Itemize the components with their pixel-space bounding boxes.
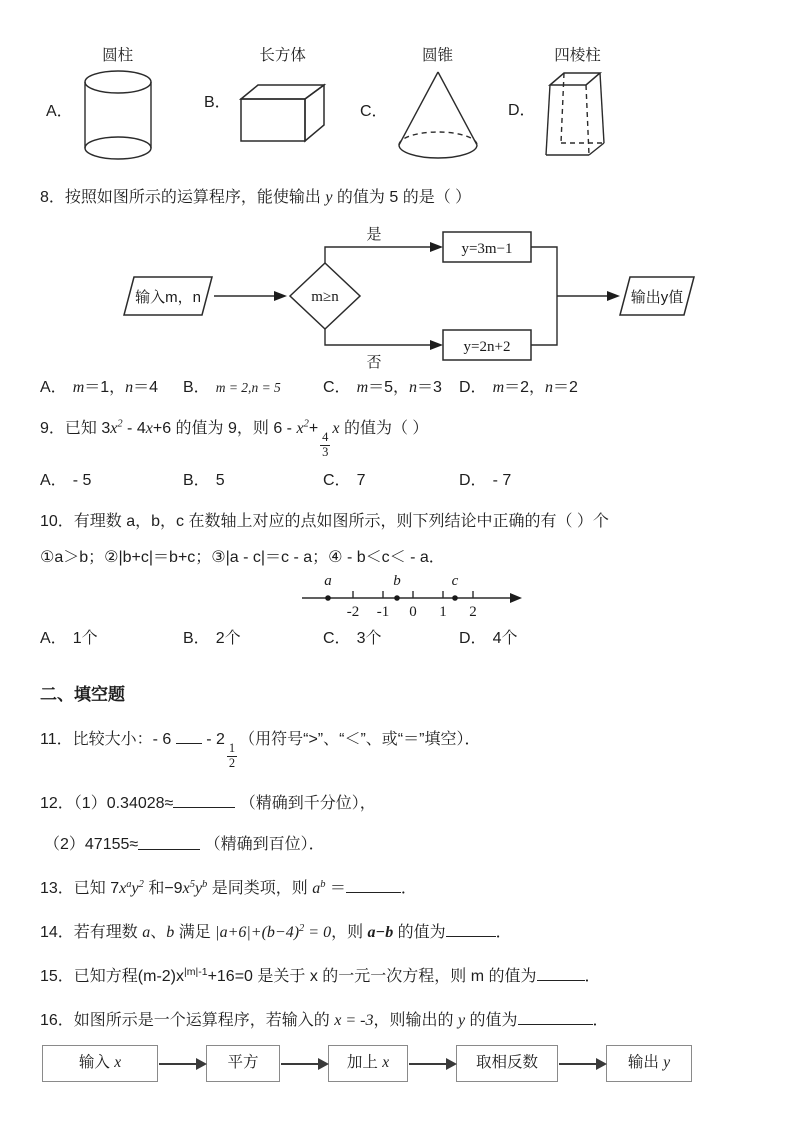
option-letter: A． <box>46 102 73 120</box>
question-8-stem <box>40 187 753 209</box>
q8-option-d <box>459 377 753 399</box>
q12-text4: （精确到百位）． <box>204 836 325 854</box>
option-text: - 5 <box>72 471 92 489</box>
q13-exponent: 2 <box>138 879 144 891</box>
q11-text2: - 2 <box>201 731 225 749</box>
option-letter: A． <box>40 630 67 648</box>
question-13 <box>40 878 753 900</box>
option-var: n <box>251 379 259 395</box>
cylinder-figure <box>81 46 155 163</box>
q10-options-row <box>40 628 753 650</box>
flow-box-label: 加上 <box>346 1054 378 1072</box>
flow-box-square <box>206 1045 280 1082</box>
option-text: ＝3 <box>417 378 442 396</box>
point-a-label: a <box>324 573 332 590</box>
arrow-right-icon <box>409 1063 455 1065</box>
option-letter: B． <box>204 93 231 111</box>
q9-option-d <box>459 470 753 492</box>
option-text: ＝5， <box>368 378 410 396</box>
option-letter: D． <box>459 630 487 648</box>
fraction-denominator: 2 <box>228 755 236 770</box>
cone-icon <box>396 69 480 163</box>
q9-var: x <box>145 420 153 438</box>
option-letter: C． <box>323 471 351 489</box>
q15-exponent: |m|-1 <box>184 965 208 978</box>
q8-option-c <box>323 377 459 399</box>
option-letter: B． <box>183 471 210 489</box>
q13-var: x <box>182 880 190 898</box>
arrow-right-icon <box>159 1063 205 1065</box>
option-text: 7 <box>356 471 366 489</box>
q14-exponent: 2 <box>299 922 305 934</box>
tick-label: -2 <box>346 604 360 621</box>
q7-option-d <box>508 46 628 161</box>
option-text: ＝4 <box>133 378 159 396</box>
q8-option-a <box>40 377 183 399</box>
question-9-stem <box>40 418 753 460</box>
q15-text3: ． <box>584 967 601 985</box>
fraction-4-3 <box>320 431 330 460</box>
q13-exponent: 5 <box>189 879 195 891</box>
q7-option-a <box>46 46 196 163</box>
flow-box-output <box>606 1045 692 1082</box>
fraction-numerator: 1 <box>228 741 236 756</box>
q11-text: 11．比较大小：- 6 <box>40 731 172 749</box>
point-a-dot <box>325 596 331 602</box>
answer-blank <box>346 878 401 893</box>
flow-box-var: x <box>382 1054 390 1072</box>
flow-box-label: 平方 <box>227 1054 259 1072</box>
point-c-label: c <box>451 573 459 590</box>
q9-text: 的值为（ ） <box>339 420 429 438</box>
q14-expression: |a+6|+(b−4) <box>215 924 300 942</box>
flow-condition-label: m≥n <box>311 288 339 305</box>
q8-option-b <box>183 377 323 399</box>
option-letter: B． <box>183 630 210 648</box>
q14-text4: ，则 <box>331 924 368 942</box>
q11-text3: （用符号“>”、“＜”、或“＝”填空）． <box>239 731 481 749</box>
q14-text5: 的值为 <box>393 924 446 942</box>
option-text: 4个 <box>492 630 518 648</box>
number-line <box>298 572 530 620</box>
option-text: ＝2 <box>553 378 578 396</box>
q8-stem-text: 8．按照如图所示的运算程序，能使输出 <box>40 188 326 206</box>
figure-label: 四棱柱 <box>554 47 601 64</box>
q16-flowchart <box>42 1045 753 1082</box>
flow-output-label: 输出y值 <box>630 288 684 306</box>
option-text: 3个 <box>356 630 382 648</box>
figure-label: 圆锥 <box>422 47 454 64</box>
q10-option-d <box>459 628 753 650</box>
q8-flowchart <box>112 219 702 371</box>
q14-text: 14．若有理数 <box>40 924 143 942</box>
q8-options-row <box>40 377 753 399</box>
option-var: m <box>492 378 505 396</box>
fraction-1-2 <box>227 742 237 771</box>
option-text: 1个 <box>72 630 98 648</box>
point-c-dot <box>452 596 458 602</box>
tick-label: 1 <box>439 604 447 621</box>
q13-var: x <box>119 880 127 898</box>
q14-bold-expression: a−b <box>367 924 394 942</box>
flow-yes-formula: y=3m−1 <box>461 240 513 257</box>
q9-var: x <box>332 420 340 438</box>
flow-box-label: 输出 <box>627 1054 659 1072</box>
flow-box-add-x <box>328 1045 408 1082</box>
tick-label: -1 <box>376 604 390 621</box>
cylinder-icon <box>81 69 155 163</box>
q10-line2: ①a＞b；②|b+c|＝b+c；③|a - c|＝c - a；④ - b＜c＜ - a． <box>40 548 445 566</box>
q13-exponent: a <box>126 879 132 891</box>
q9-option-c <box>323 470 459 492</box>
option-var: n <box>409 378 418 396</box>
q16-text: 16．如图所示是一个运算程序，若输入的 <box>40 1011 335 1029</box>
q14-text2: 、 <box>150 924 167 942</box>
point-b-label: b <box>393 573 401 590</box>
q10-option-b <box>183 628 323 650</box>
q9-options-row <box>40 470 753 492</box>
q14-text6: ． <box>495 924 512 942</box>
q15-text2: +16=0 是关于 x 的一元一次方程，则 m 的值为 <box>207 967 537 985</box>
option-text: ＝2， <box>504 378 546 396</box>
option-var: m <box>72 378 85 396</box>
q12-text2: （精确到千分位）， <box>239 794 376 812</box>
question-10-stem <box>40 511 753 533</box>
answer-blank <box>518 1010 593 1025</box>
option-letter: D． <box>459 378 487 396</box>
section-2-title: 二、填空题 <box>40 684 125 704</box>
q9-option-a <box>40 470 183 492</box>
q10-option-c <box>323 628 459 650</box>
q13-text3: 是同类项，则 <box>207 880 313 898</box>
option-letter: A． <box>40 378 67 396</box>
q7-option-b <box>204 46 354 145</box>
q13-text5: ． <box>400 880 417 898</box>
cuboid-icon <box>239 81 327 145</box>
flow-yes-label: 是 <box>366 225 382 243</box>
option-letter: B． <box>183 378 210 396</box>
fraction-numerator: 4 <box>322 430 329 445</box>
question-16-stem <box>40 1010 753 1032</box>
q12-text: 12．（1）0.34028≈ <box>40 794 174 812</box>
option-var: m <box>215 379 226 395</box>
q12-text3: （2）47155≈ <box>44 836 139 854</box>
option-var: m <box>356 378 369 396</box>
q9-var: x <box>110 420 118 438</box>
option-letter: C． <box>323 630 351 648</box>
option-math <box>216 380 281 395</box>
q16-var: y <box>457 1011 466 1029</box>
q13-text4: ＝ <box>325 880 346 898</box>
q14-expression2: = 0 <box>304 924 332 942</box>
tick-label: 0 <box>409 604 417 621</box>
question-14 <box>40 922 753 944</box>
q16-text4: ． <box>592 1011 609 1029</box>
flow-box-label: 取相反数 <box>475 1054 538 1072</box>
option-text: = 2, <box>225 379 252 395</box>
q13-var: y <box>194 880 203 898</box>
option-text: ＝1， <box>84 378 126 396</box>
option-text: - 7 <box>492 471 512 489</box>
q9-text: +6 的值为 9，则 6 - <box>152 420 297 438</box>
q14-var: a <box>142 924 151 942</box>
question-15 <box>40 966 753 988</box>
answer-blank <box>446 922 496 937</box>
q10-option-a <box>40 628 183 650</box>
q9-text: - 4 <box>122 420 146 438</box>
question-11 <box>40 729 753 771</box>
q8-stem-var: y <box>325 188 333 206</box>
flow-no-formula: y=2n+2 <box>463 338 511 355</box>
question-10-conclusions <box>40 547 753 569</box>
answer-blank <box>537 966 585 981</box>
answer-blank <box>138 834 200 849</box>
option-text: = 5 <box>258 379 281 395</box>
q13-var: a <box>312 880 321 898</box>
q9-exponent: 2 <box>117 418 123 430</box>
q16-text3: 的值为 <box>465 1011 518 1029</box>
option-letter: D． <box>508 101 536 119</box>
cuboid-figure <box>239 46 327 145</box>
q7-options-row <box>46 46 753 163</box>
arrow-right-icon <box>281 1063 327 1065</box>
q13-var: y <box>131 880 139 898</box>
prism-icon <box>544 69 612 161</box>
option-text: 5 <box>215 471 225 489</box>
q9-text: + <box>308 420 319 438</box>
figure-label: 圆柱 <box>102 47 134 64</box>
q15-text: 15．已知方程(m-2)x <box>40 967 185 985</box>
q14-text3: 满足 <box>174 924 216 942</box>
prism-figure <box>544 46 612 161</box>
q9-var: x <box>296 420 304 438</box>
q16-text2: ，则输出的 <box>373 1011 458 1029</box>
tick-label: 2 <box>469 604 477 621</box>
q9-text: 9．已知 3 <box>40 420 111 438</box>
flow-no-label: 否 <box>366 353 382 371</box>
q9-exponent: 2 <box>303 418 309 430</box>
question-12-part2 <box>44 834 753 856</box>
flow-box-input <box>42 1045 158 1082</box>
q9-option-b <box>183 470 323 492</box>
q10-line1: 10．有理数 a，b，c 在数轴上对应的点如图所示，则下列结论中正确的有（ ）个 <box>40 513 609 531</box>
option-var: n <box>545 378 554 396</box>
answer-blank <box>173 793 235 808</box>
flow-box-opposite <box>456 1045 558 1082</box>
point-b-dot <box>394 596 400 602</box>
option-letter: C． <box>323 378 351 396</box>
q13-exponent: b <box>320 879 326 891</box>
question-12-part1 <box>40 793 753 815</box>
fraction-denominator: 3 <box>322 444 329 459</box>
answer-blank <box>176 729 202 744</box>
flow-box-var: x <box>114 1054 122 1072</box>
option-letter: C． <box>360 102 388 120</box>
q13-text2: 和−9 <box>143 880 183 898</box>
flow-box-var: y <box>663 1054 671 1072</box>
cone-figure <box>396 46 480 163</box>
q16-input-value: x = -3 <box>334 1011 374 1029</box>
q7-option-c <box>360 46 500 163</box>
q13-exponent: b <box>202 879 208 891</box>
q8-stem-text2: 的值为 5 的是（ ） <box>332 188 472 206</box>
figure-label: 长方体 <box>259 47 306 64</box>
q13-text: 13．已知 7 <box>40 880 120 898</box>
flow-input-label: 输入m，n <box>135 288 201 306</box>
option-letter: A． <box>40 471 67 489</box>
flow-box-label: 输入 <box>78 1054 110 1072</box>
option-text: 2个 <box>215 630 241 648</box>
q14-var: b <box>166 924 175 942</box>
option-letter: D． <box>459 471 487 489</box>
option-var: n <box>125 378 134 396</box>
arrow-right-icon <box>559 1063 605 1065</box>
